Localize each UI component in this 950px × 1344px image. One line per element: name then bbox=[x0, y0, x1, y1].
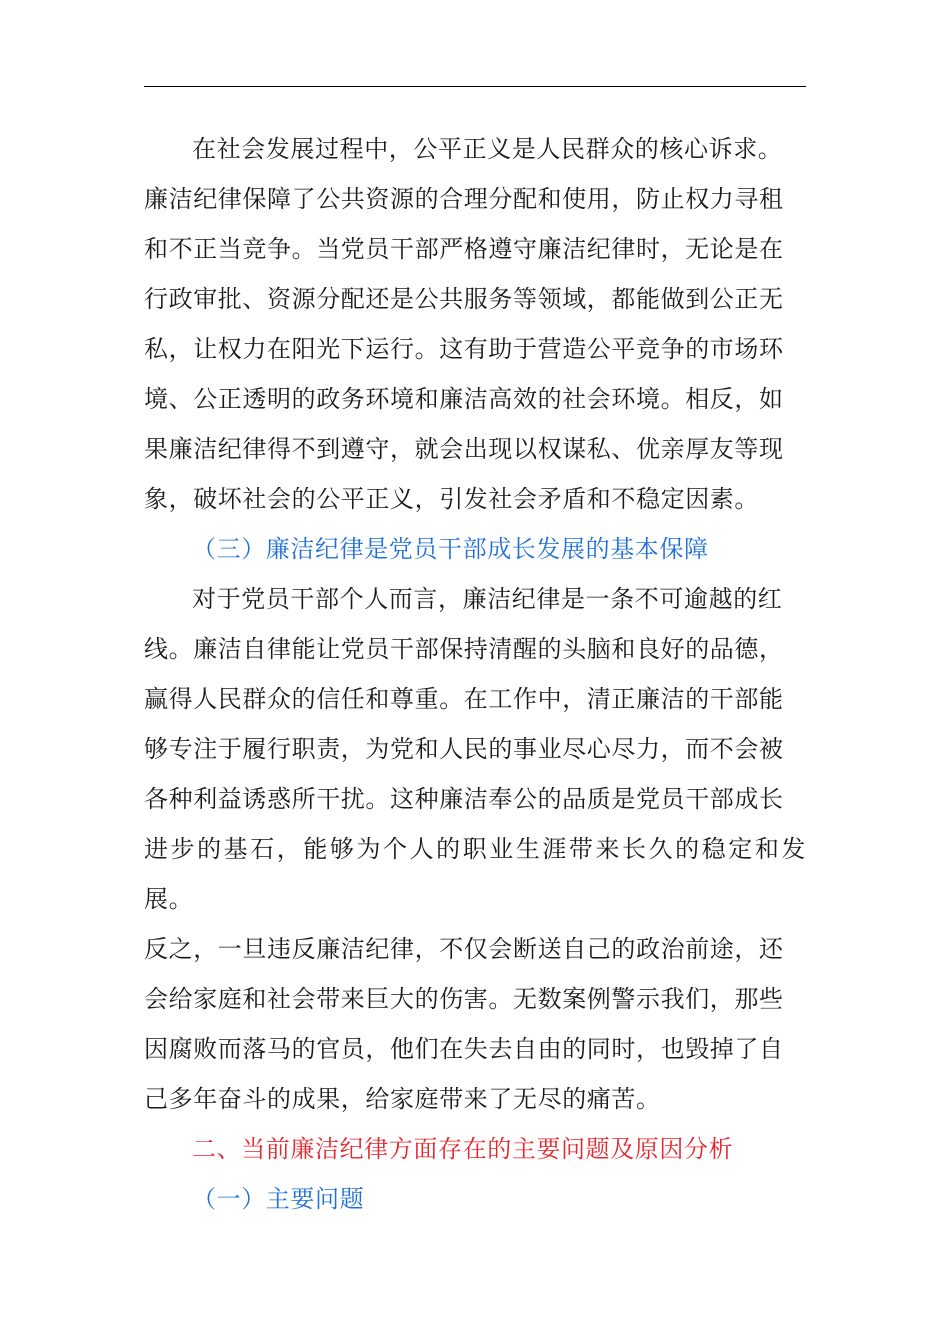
document-body bbox=[144, 124, 806, 1224]
header-rule bbox=[144, 86, 806, 87]
section-heading-problems: 二、当前廉洁纪律方面存在的主要问题及原因分析 bbox=[192, 1135, 734, 1163]
paragraph-personal-growth: 对于党员干部个人而言，廉洁纪律是一条不可逾越的红 线。廉洁自律能让党员干部保持清醒的头脑和良好的品德， 赢得人民群众的信任和尊重。在工作中，清正廉洁的干部能 够专注于履行职责，为党和人民的事业尽心尽力，而不会被 各种利益诱惑所干扰。这种廉洁奉公的品质是党员干部成长 进步的基石，能够为个人的职业生涯带来长久的稳定和发展。 反之，一旦违反廉洁纪律，不仅会断送自己的政治前途，还 会给家庭和社会带来巨大的伤害。无数案例警示我们，那些 因腐败而落马的官员，他们在失去自由的同时，也毁掉了自 己多年奋斗的成果，给家庭带来了无尽的痛苦。 bbox=[144, 585, 806, 1113]
subheading-main-problems: （一）主要问题 bbox=[192, 1185, 365, 1213]
paragraph-fairness: 在社会发展过程中，公平正义是人民群众的核心诉求。 廉洁纪律保障了公共资源的合理分配和使用，防止权力寻租 和不正当竞争。当党员干部严格遵守廉洁纪律时，无论是在 行政审批、资源分配还是公共服务等领域，都能做到公正无 私，让权力在阳光下运行。这有助于营造公平竞争的市场环 境、公正透明的政务环境和廉洁高效的社会环境。相反，如 果廉洁纪律得不到遵守，就会出现以权谋私、优亲厚友等现 象，破坏社会的公平正义，引发社会矛盾和不稳定因素。 bbox=[144, 135, 784, 513]
subheading-growth-guarantee: （三）廉洁纪律是党员干部成长发展的基本保障 bbox=[192, 535, 709, 563]
